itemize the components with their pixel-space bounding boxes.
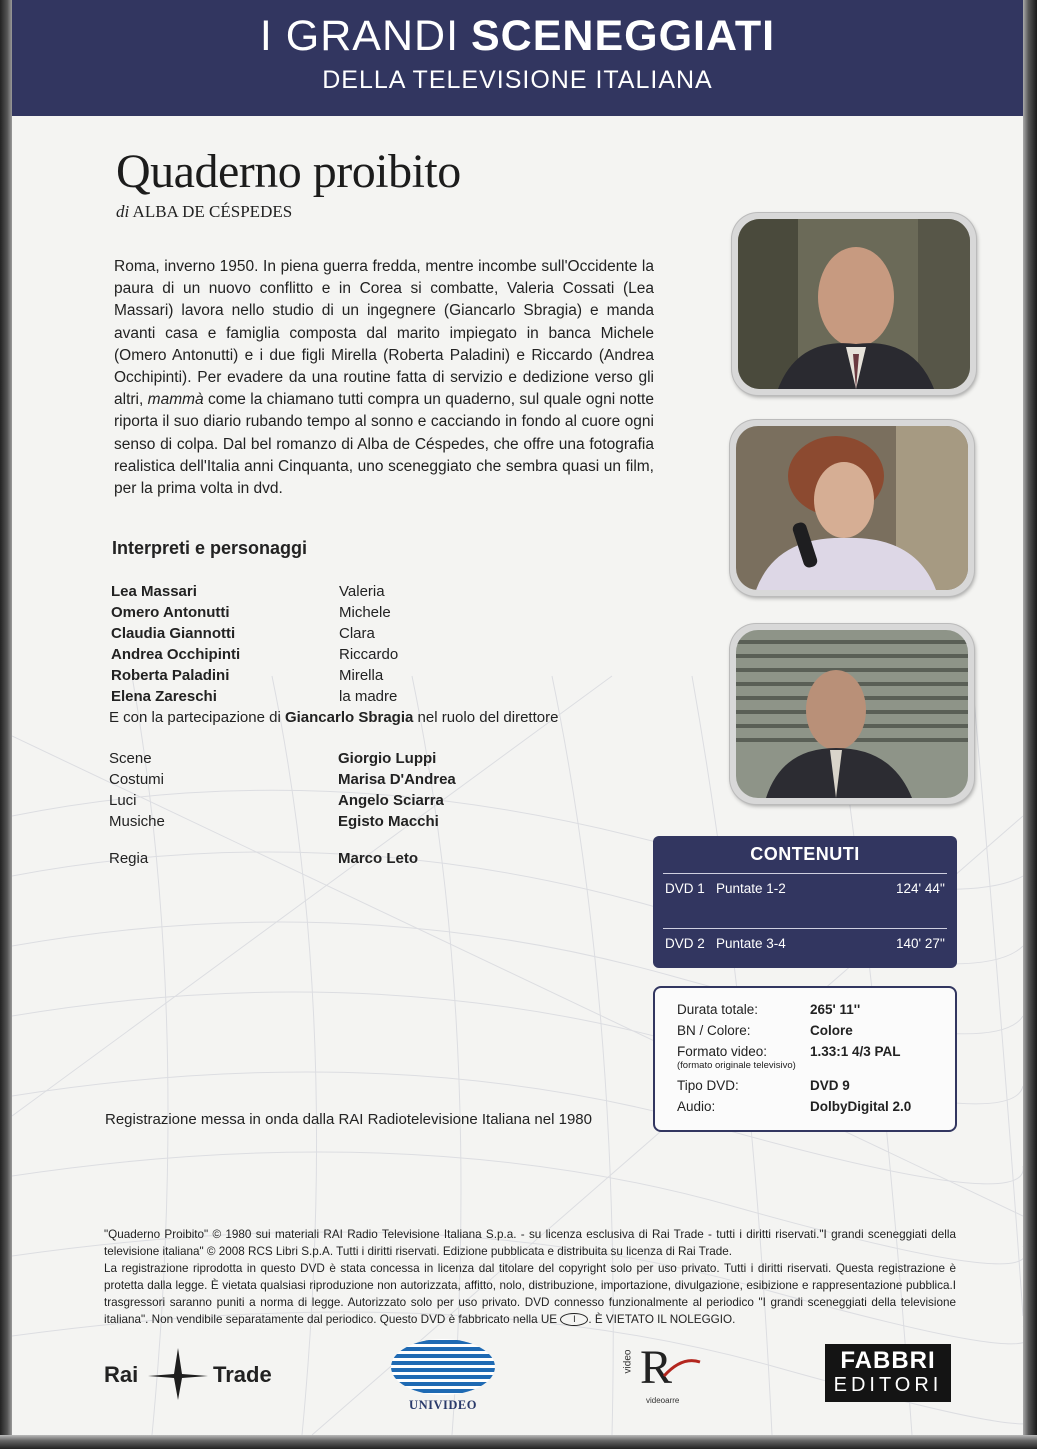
spec-value: DVD 9 bbox=[810, 1078, 850, 1093]
videoarre-subtext: videoarre bbox=[646, 1396, 680, 1405]
cast-role: Valeria bbox=[339, 583, 385, 600]
univideo-logo bbox=[390, 1338, 496, 1418]
legal-notice bbox=[104, 1226, 956, 1328]
trade-logo-text: Trade bbox=[213, 1362, 272, 1387]
crew-label: Luci bbox=[109, 792, 137, 809]
still-photo-woman bbox=[730, 420, 974, 596]
crew-label: Costumi bbox=[109, 771, 165, 788]
dvd-episodes: Puntate 1-2 bbox=[716, 881, 786, 896]
broadcast-note: Registrazione messa in onda dalla RAI Radiotelevisione Italiana nel 1980 bbox=[105, 1111, 592, 1128]
fabbri-text: FABBRI bbox=[840, 1347, 936, 1374]
spec-value: 1.33:1 4/3 PAL bbox=[810, 1044, 901, 1059]
rai-star-icon bbox=[146, 1346, 210, 1402]
spec-label: Durata totale: bbox=[677, 1002, 759, 1017]
legal-license-text: La registrazione riprodotta in questo DVD è stata concessa in licenza dal titolare del copyright solo per uso privato. Tutti i diritti riservati. Questa registrazione è protetta dalla legge. È vietata qualsiasi riproduzione non autorizzata, affitto, nolo, distribuzione, importazione, divulgazione, esibizione e rappresentazione pubblica.I trasgressori saranno puniti a norma di legge. Autorizzato solo per uso privato. DVD connesso funzionalmente al periodico "I grandi sceneggiati della televisione italiana". Non vendibile separatamente dal periodico. Questo DVD è fabbricato nella UE bbox=[104, 1262, 956, 1326]
synopsis bbox=[114, 256, 654, 500]
legal-license bbox=[104, 1260, 956, 1328]
still-director-image bbox=[736, 630, 968, 798]
synopsis-part1: Roma, inverno 1950. In piena guerra fredda, mentre incombe sull'Occidente la paura di un nuovo conflitto e in Corea si combatte, Valeria Cossati (Lea Massari) lavora nello studio di un ingegnere (Giancarlo Sbragia) e manda avanti casa e famiglia composta dal marito impiegato in banca Michele (Omero Antonutti) e i due figli Mirella (Roberta Paladini) e Riccardo (Andrea Occhipinti). Per evadere da una routine fatta di servizio e dedizione verso gli altri, bbox=[114, 258, 654, 409]
contents-box bbox=[653, 836, 957, 968]
editori-text: EDITORI bbox=[833, 1374, 943, 1396]
cast-role: Michele bbox=[339, 604, 391, 621]
univideo-stripes-icon bbox=[390, 1338, 496, 1396]
cast-role: la madre bbox=[339, 688, 398, 705]
spec-label: Audio: bbox=[677, 1099, 716, 1114]
dvd-duration: 140' 27'' bbox=[895, 936, 945, 951]
cast-actor: Elena Zareschi bbox=[111, 688, 217, 705]
spec-label: Tipo DVD: bbox=[677, 1078, 739, 1093]
spec-label: BN / Colore: bbox=[677, 1023, 751, 1038]
crew-label: Scene bbox=[109, 750, 152, 767]
still-woman-image bbox=[736, 426, 968, 590]
video-vertical-text: video bbox=[622, 1349, 634, 1374]
participation-before: E con la partecipazione di bbox=[109, 709, 281, 726]
spec-value: 265' 11'' bbox=[810, 1002, 861, 1017]
spec-value: Colore bbox=[810, 1023, 853, 1038]
univideo-text: UNIVIDEO bbox=[409, 1398, 477, 1412]
crew-value: Angelo Sciarra bbox=[338, 792, 444, 809]
series-subtitle: DELLA TELEVISIONE ITALIANA bbox=[322, 66, 713, 94]
spec-value: DolbyDigital 2.0 bbox=[810, 1099, 912, 1114]
videoarre-swoosh-icon bbox=[662, 1352, 702, 1392]
crew-value: Egisto Macchi bbox=[338, 813, 439, 830]
synopsis-part2: come la chiamano tutti compra un quaderno, sul quale ogni notte riporta il suo diario rubando tempo al sonno e cacciando in fondo al cuore ogni senso di colpa. Dal bel romanzo di Alba de Céspedes, che offre una fotografia realistica dell'Italia anni Cinquanta, uno sceneggiato che sembra quasi un film, per la prima volta in dvd. bbox=[114, 391, 654, 498]
cast-role: Mirella bbox=[339, 667, 384, 684]
cover-edge-bottom bbox=[0, 1435, 1037, 1449]
crew-label: Musiche bbox=[109, 813, 165, 830]
crew-label: Regia bbox=[109, 850, 149, 867]
rai-logo-text: Rai bbox=[104, 1362, 139, 1387]
special-participation bbox=[109, 709, 558, 726]
eu-symbol: I bbox=[560, 1313, 588, 1326]
cast-actor: Omero Antonutti bbox=[111, 604, 230, 621]
contents-divider bbox=[663, 873, 947, 874]
synopsis-italic: mammà bbox=[147, 391, 204, 409]
technical-specs-box bbox=[653, 986, 957, 1132]
cast-actor: Andrea Occhipinti bbox=[111, 646, 241, 663]
crew-value: Giorgio Luppi bbox=[338, 750, 437, 767]
series-title bbox=[12, 12, 1023, 60]
cast-role: Clara bbox=[339, 625, 375, 642]
author-prefix: di bbox=[116, 202, 130, 221]
spec-note: (formato originale televisivo) bbox=[677, 1060, 796, 1071]
cast-actor: Claudia Giannotti bbox=[111, 625, 236, 642]
film-author bbox=[116, 202, 292, 222]
still-photo-director bbox=[730, 624, 974, 804]
series-header bbox=[12, 0, 1023, 116]
still-man-image bbox=[738, 219, 970, 389]
cover-body bbox=[12, 116, 1023, 1435]
author-name: ALBA DE CÉSPEDES bbox=[132, 202, 293, 221]
contents-title: CONTENUTI bbox=[750, 844, 860, 864]
participation-after: nel ruolo del direttore bbox=[417, 709, 559, 726]
dvd-disc: DVD 2 bbox=[665, 936, 705, 951]
spec-label: Formato video: bbox=[677, 1044, 768, 1059]
cast-actor: Lea Massari bbox=[111, 583, 197, 600]
videoarre-letter: R bbox=[640, 1341, 673, 1394]
still-photo-man bbox=[732, 213, 976, 395]
cast-section-title: Interpreti e personaggi bbox=[112, 538, 308, 558]
crew-value: Marco Leto bbox=[338, 850, 419, 867]
contents-divider bbox=[663, 928, 947, 929]
series-title-light: I GRANDI bbox=[259, 12, 460, 60]
legal-rental: . È VIETATO IL NOLEGGIO. bbox=[588, 1313, 736, 1326]
dvd-disc: DVD 1 bbox=[665, 881, 705, 896]
videoarre-logo bbox=[624, 1336, 704, 1408]
cover-edge-left bbox=[0, 0, 12, 1449]
dvd-duration: 124' 44'' bbox=[895, 881, 945, 896]
cast-actor: Roberta Paladini bbox=[111, 667, 230, 684]
participation-name: Giancarlo Sbragia bbox=[284, 709, 414, 726]
rai-trade-logo bbox=[102, 1344, 282, 1404]
dvd-episodes: Puntate 3-4 bbox=[716, 936, 786, 951]
cover-edge-right bbox=[1023, 0, 1037, 1449]
series-title-bold: SCENEGGIATI bbox=[471, 12, 776, 60]
crew-value: Marisa D'Andrea bbox=[338, 771, 456, 788]
fabbri-editori-logo bbox=[825, 1344, 951, 1402]
legal-copyright: "Quaderno Proibito" © 1980 sui materiali RAI Radio Televisione Italiana S.p.a. - su licenza esclusiva di Rai Trade - tutti i diritti riservati."I grandi sceneggiati della televisione italiana" © 2008 RCS Libri S.p.A. Tutti i diritti riservati. Edizione pubblicata e distribuita su licenza di Rai Trade. bbox=[104, 1228, 956, 1258]
film-title: Quaderno proibito bbox=[116, 145, 461, 198]
cast-role: Riccardo bbox=[339, 646, 399, 663]
